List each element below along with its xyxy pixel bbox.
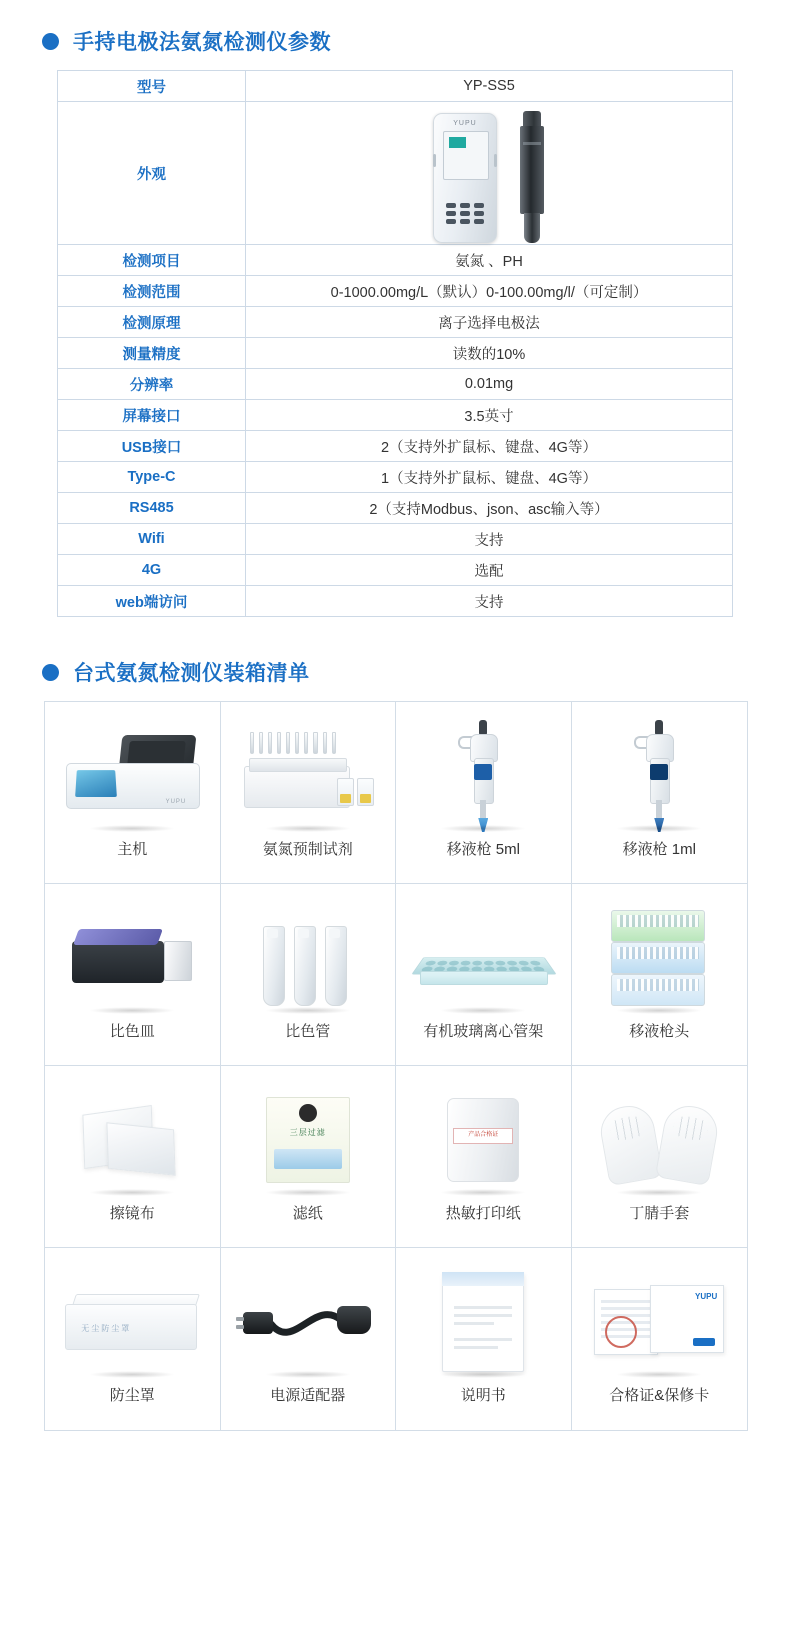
spec-table-wrapper	[0, 70, 790, 617]
filter-paper-icon	[232, 1080, 384, 1200]
spec-value: 支持	[246, 524, 733, 555]
packing-list-wrapper	[0, 701, 790, 1431]
item-caption: 擦镜布	[109, 1205, 155, 1222]
spec-value: 2（支持Modbus、json、asc输入等）	[246, 493, 733, 524]
table-row	[58, 245, 733, 276]
table-row	[58, 71, 733, 102]
meter-brand-label: YUPU	[453, 120, 477, 127]
meter-side-button-left	[433, 154, 436, 167]
reagent-kit-icon	[232, 716, 384, 836]
spec-value: 0.01mg	[246, 369, 733, 400]
spec-label: Wifi	[58, 524, 246, 555]
item-caption: 比色管	[285, 1023, 331, 1040]
table-row	[58, 307, 733, 338]
item-caption: 说明书	[460, 1387, 506, 1404]
cuvette-icon	[56, 898, 208, 1018]
spec-value: 选配	[246, 555, 733, 586]
power-adapter-icon	[232, 1262, 384, 1382]
spec-value: 读数的10%	[246, 338, 733, 369]
centrifuge-rack-icon	[407, 898, 559, 1018]
dust-cover-label: 无尘防尘罩	[81, 1324, 132, 1333]
warranty-brand-label: YUPU	[695, 1292, 718, 1301]
colorimetric-tube-icon	[232, 898, 384, 1018]
table-row	[58, 524, 733, 555]
list-item	[572, 702, 748, 884]
meter-keypad	[446, 203, 484, 224]
item-caption: 主机	[117, 841, 148, 858]
spec-table	[57, 70, 733, 617]
list-item	[572, 1248, 748, 1430]
table-row	[58, 369, 733, 400]
list-item	[45, 1066, 221, 1248]
spec-value: 1（支持外扩鼠标、键盘、4G等）	[246, 462, 733, 493]
spec-label: 检测项目	[58, 245, 246, 276]
spec-value: YP-SS5	[246, 71, 733, 102]
list-item	[572, 1066, 748, 1248]
spec-label: web端访问	[58, 586, 246, 617]
spec-value: 支持	[246, 586, 733, 617]
meter-side-button-right	[494, 154, 497, 167]
list-item	[45, 702, 221, 884]
handheld-meter-icon	[433, 113, 497, 243]
spec-label: 测量精度	[58, 338, 246, 369]
spec-label: 屏幕接口	[58, 400, 246, 431]
bullet-dot-icon	[42, 33, 59, 50]
instrument-logo-label: YUPU	[165, 799, 187, 805]
spec-label: RS485	[58, 493, 246, 524]
list-item	[396, 1066, 572, 1248]
spec-value: 氨氮 、PH	[246, 245, 733, 276]
spec-label: USB接口	[58, 431, 246, 462]
table-row	[58, 400, 733, 431]
item-caption: 移液枪头	[629, 1023, 690, 1040]
probe-tip	[524, 213, 540, 243]
item-caption: 氨氮预制试剂	[262, 841, 353, 858]
list-item	[221, 702, 397, 884]
list-item	[396, 1248, 572, 1430]
table-row	[58, 493, 733, 524]
item-caption: 移液枪 1ml	[622, 841, 696, 858]
item-caption: 热敏打印纸	[445, 1205, 521, 1222]
probe-cap	[523, 111, 541, 127]
manual-booklet-icon	[407, 1262, 559, 1382]
spec-label: 分辨率	[58, 369, 246, 400]
item-caption: 有机玻璃离心管架	[423, 1023, 544, 1040]
table-row	[58, 462, 733, 493]
probe-body	[520, 126, 544, 214]
spec-label: 4G	[58, 555, 246, 586]
pipette-5ml-icon	[407, 716, 559, 836]
spec-value: 3.5英寸	[246, 400, 733, 431]
spec-value: 2（支持外扩鼠标、键盘、4G等）	[246, 431, 733, 462]
list-item	[572, 884, 748, 1066]
list-item	[221, 1248, 397, 1430]
item-caption: 滤纸	[292, 1205, 323, 1222]
spec-label: 型号	[58, 71, 246, 102]
meter-screen	[443, 131, 489, 180]
host-instrument-icon	[56, 716, 208, 836]
lens-cloth-icon	[56, 1080, 208, 1200]
section-header-packing	[0, 617, 790, 701]
item-caption: 合格证&保修卡	[609, 1387, 710, 1404]
dust-cover-icon	[56, 1262, 208, 1382]
pipette-1ml-icon	[583, 716, 735, 836]
table-row	[58, 431, 733, 462]
bullet-dot-icon	[42, 664, 59, 681]
spec-value: 离子选择电极法	[246, 307, 733, 338]
spec-label: 外观	[58, 102, 246, 245]
nitrile-gloves-icon	[583, 1080, 735, 1200]
thermal-paper-roll-icon	[407, 1080, 559, 1200]
item-caption: 防尘罩	[109, 1387, 155, 1404]
item-caption: 比色皿	[109, 1023, 155, 1040]
spec-label: 检测原理	[58, 307, 246, 338]
roll-label: 产品合格证	[453, 1128, 513, 1144]
spec-value: 0-1000.00mg/L（默认）0-100.00mg/l/（可定制）	[246, 276, 733, 307]
list-item	[45, 1248, 221, 1430]
list-item	[221, 1066, 397, 1248]
certificate-card-icon	[583, 1262, 735, 1382]
table-row	[58, 102, 733, 245]
section-title-packing: 台式氨氮检测仪装箱清单	[73, 662, 310, 685]
list-item	[45, 884, 221, 1066]
device-photo-group	[246, 103, 732, 243]
item-caption: 电源适配器	[270, 1387, 346, 1404]
list-item	[396, 702, 572, 884]
table-row	[58, 586, 733, 617]
spec-value-appearance	[246, 102, 733, 245]
packing-list-grid	[44, 701, 748, 1431]
table-row	[58, 276, 733, 307]
electrode-probe-icon	[519, 111, 545, 243]
table-row	[58, 555, 733, 586]
filter-paper-label: 三层过滤	[289, 1128, 326, 1137]
list-item	[396, 884, 572, 1066]
item-caption: 丁腈手套	[629, 1205, 690, 1222]
list-item	[221, 884, 397, 1066]
table-row	[58, 338, 733, 369]
pipette-tips-icon	[583, 898, 735, 1018]
item-caption: 移液枪 5ml	[446, 841, 520, 858]
section-title-spec: 手持电极法氨氮检测仪参数	[73, 31, 331, 54]
spec-label: 检测范围	[58, 276, 246, 307]
spec-label: Type-C	[58, 462, 246, 493]
section-header-spec	[0, 14, 790, 70]
